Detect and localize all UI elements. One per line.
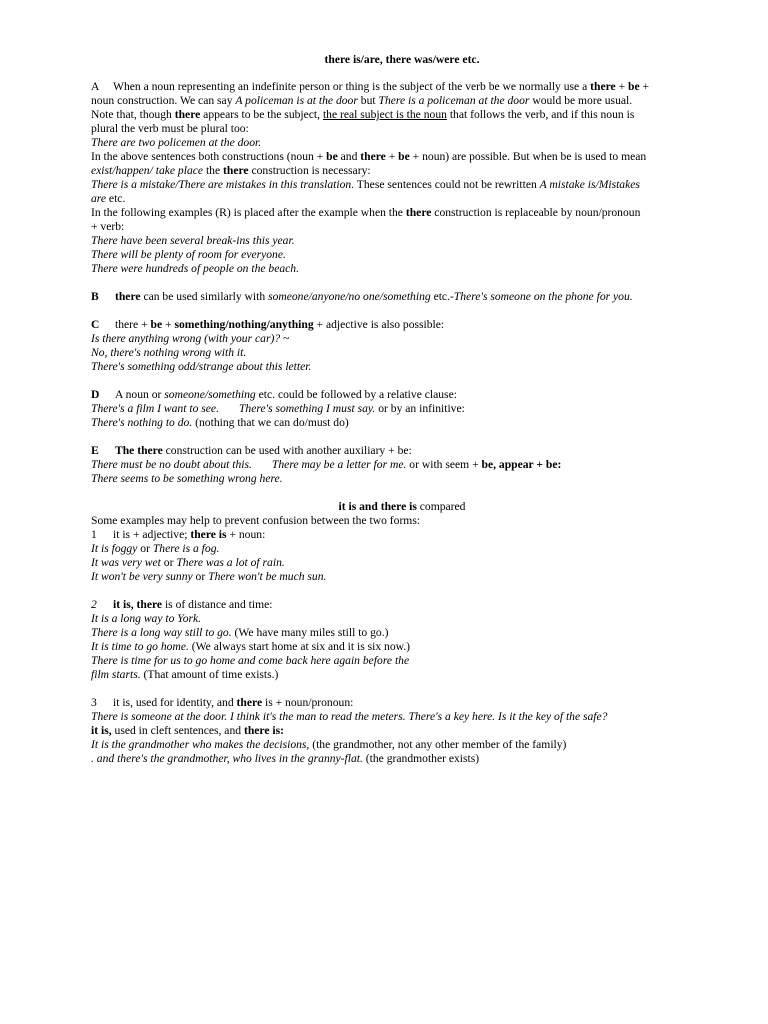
text: etc.-	[430, 290, 454, 303]
text-italic: There is a mistake/There are mistakes in this translation.	[91, 178, 355, 191]
text: is + noun/pronoun:	[262, 696, 354, 709]
section-b-line-1	[91, 290, 713, 304]
example-text: It is the grandmother who makes the decisions,	[91, 738, 310, 751]
compare-point-2	[91, 598, 713, 612]
document-page	[91, 53, 713, 766]
text: appears to be the subject,	[200, 108, 323, 121]
text: etc. could be followed by a relative clause:	[255, 388, 457, 401]
spacer	[91, 584, 713, 598]
section-letter: B	[91, 290, 99, 303]
example-text: Is there anything wrong (with your car)? ~	[91, 332, 290, 345]
example-text: There's a film I want to see.	[91, 402, 219, 415]
section-a-line-6	[91, 164, 713, 178]
text: These sentences could not be rewritten	[354, 178, 540, 191]
section-d-line-1	[91, 388, 713, 402]
text-bold: be	[398, 150, 410, 163]
text-bold: there is:	[243, 724, 284, 737]
point-number: 3	[91, 696, 97, 709]
text: it is + adjective;	[113, 528, 191, 541]
example-line	[91, 640, 713, 654]
text: (nothing that we can do/must do)	[192, 416, 349, 429]
text-bold: be	[628, 80, 640, 93]
text: In the above sentences both constructions (noun +	[91, 150, 327, 163]
example-text: There is someone at the door. I think it's the man to read the meters. There's a key here. Is it the key of the safe?	[91, 710, 608, 723]
text: or	[160, 556, 177, 569]
section-a-line-10: + verb:	[91, 220, 125, 233]
section-a-line-7	[91, 178, 713, 192]
text-bold: there	[223, 164, 249, 177]
text-italic: someone/something	[164, 388, 256, 401]
text: is of distance and time:	[162, 598, 273, 611]
text-bold: there	[360, 150, 386, 163]
point-number: 2	[91, 598, 97, 611]
text: that follows the verb, and if this noun is	[446, 108, 635, 121]
text-italic: A mistake is/Mistakes	[539, 178, 640, 191]
section-a-line-9	[91, 206, 713, 220]
text-bold: it is,	[91, 724, 112, 737]
example-text: It won't be very sunny	[91, 570, 193, 583]
section-letter: D	[91, 388, 100, 401]
text-italic: are	[91, 192, 107, 205]
text: or	[192, 570, 209, 583]
section-a	[91, 80, 713, 276]
text: + adjective is also possible:	[313, 318, 445, 331]
text: +	[615, 80, 629, 93]
example-line	[91, 542, 713, 556]
text: but	[357, 94, 379, 107]
example-text: film starts.	[91, 668, 141, 681]
text: etc.	[106, 192, 126, 205]
compare-point-3-line-2	[91, 724, 713, 738]
section-d-line-2	[91, 402, 713, 416]
section-a-line-1	[91, 80, 713, 94]
example-text: It is a long way to York.	[91, 612, 202, 625]
point-number: 1	[91, 528, 97, 541]
text-underline: the real subject is the noun	[322, 108, 447, 121]
text-bold: there	[590, 80, 616, 93]
example-text: There are two policemen at the door.	[91, 136, 262, 149]
text-italic: There is a policeman at the door	[378, 94, 530, 107]
text-bold: there is	[190, 528, 227, 541]
text: the	[203, 164, 224, 177]
text: + noun:	[226, 528, 266, 541]
text-bold: be, appear + be:	[481, 458, 562, 471]
text: or	[137, 542, 153, 555]
section-a-line-5	[91, 150, 713, 164]
example-text: There may be a letter for me.	[271, 458, 407, 471]
example-line	[91, 668, 713, 682]
example-text: There won't be much sun.	[208, 570, 327, 583]
text: Note that, though	[91, 108, 175, 121]
spacer	[91, 304, 713, 318]
example-text: There is time for us to go home and come back here again before the	[91, 654, 410, 667]
text: construction is replaceable by noun/pronoun	[431, 206, 641, 219]
text: +	[162, 318, 175, 331]
compare-point-1	[91, 528, 713, 542]
text: (the grandmother exists)	[362, 752, 480, 765]
text: or with seem +	[406, 458, 482, 471]
text: can be used similarly with	[140, 290, 269, 303]
compare-section	[91, 500, 713, 766]
example-text: There were hundreds of people on the beach.	[91, 262, 299, 275]
text: compared	[416, 500, 466, 513]
text-bold: there	[236, 696, 263, 709]
section-e-line-2	[91, 458, 713, 472]
example-text: There will be plenty of room for everyone.	[91, 248, 286, 261]
spacer	[91, 276, 713, 290]
text-bold: it is, there	[113, 598, 163, 611]
section-c-line-1	[91, 318, 713, 332]
example-text: No, there's nothing wrong with it.	[91, 346, 247, 359]
text-bold: be	[326, 150, 338, 163]
text: and	[337, 150, 361, 163]
compare-heading	[91, 500, 713, 514]
example-text: There have been several break-ins this year.	[91, 234, 295, 247]
text-bold: something/nothing/anything	[174, 318, 314, 331]
section-a-line-3	[91, 108, 713, 122]
text-italic: There's someone on the phone for you.	[453, 290, 633, 303]
text: (the grandmother, not any other member of the family)	[309, 738, 567, 751]
example-line	[91, 570, 713, 584]
example-line	[91, 556, 713, 570]
text-italic: someone/anyone/no one/something	[268, 290, 431, 303]
section-a-line-2	[91, 94, 713, 108]
text: (That amount of time exists.)	[140, 668, 279, 681]
spacer	[91, 682, 713, 696]
text-bold: there	[115, 290, 141, 303]
text: (We always start home at six and it is six now.)	[188, 640, 411, 653]
text: +	[138, 318, 151, 331]
text: (We have many miles still to go.)	[231, 626, 389, 639]
example-text: There's something odd/strange about this letter.	[91, 360, 312, 373]
example-text: There is a fog.	[152, 542, 220, 555]
text: construction can be used with another auxiliary + be:	[162, 444, 412, 457]
example-text: It was very wet	[91, 556, 161, 569]
text: construction is necessary:	[248, 164, 371, 177]
page-title: there is/are, there was/were etc.	[324, 53, 480, 66]
text: used in cleft sentences, and	[111, 724, 244, 737]
section-letter: E	[91, 444, 99, 457]
example-line	[91, 738, 713, 752]
text: +	[385, 150, 399, 163]
text-bold: there	[174, 108, 201, 121]
example-text: There was a lot of rain.	[176, 556, 285, 569]
example-text: It is foggy	[91, 542, 138, 555]
spacer	[91, 430, 713, 444]
text-bold: be	[150, 318, 163, 331]
section-e	[91, 444, 713, 486]
example-line	[91, 752, 713, 766]
compare-point-3	[91, 696, 713, 710]
section-c	[91, 318, 713, 374]
text-italic: exist/happen/ take place	[91, 164, 204, 177]
text-bold: it is and there is	[338, 500, 417, 513]
compare-intro: Some examples may help to prevent confusion between the two forms:	[91, 514, 421, 527]
example-text: There's something I must say.	[238, 402, 376, 415]
text: or by an infinitive:	[375, 402, 465, 415]
text: When a noun representing an indefinite person or thing is the subject of the verb be we normally use a	[113, 80, 591, 93]
spacer	[91, 374, 713, 388]
text: +	[639, 80, 650, 93]
text-italic: A policeman is at the door	[235, 94, 358, 107]
text: there	[115, 318, 139, 331]
section-a-line-8	[91, 192, 713, 206]
section-e-line-1	[91, 444, 713, 458]
text-bold: there	[405, 206, 432, 219]
section-letter: A	[91, 80, 100, 93]
example-text: There must be no doubt about this.	[91, 458, 252, 471]
section-b	[91, 290, 713, 304]
section-letter: C	[91, 318, 100, 331]
text: it is, used for identity, and	[113, 696, 237, 709]
text: noun construction. We can say	[91, 94, 236, 107]
text: would be more usual.	[529, 94, 633, 107]
example-text: There is a long way still to go.	[91, 626, 232, 639]
section-a-line-4: plural the verb must be plural too:	[91, 122, 249, 135]
text: A noun or	[115, 388, 165, 401]
text-bold: The there	[115, 444, 163, 457]
example-text: It is time to go home.	[91, 640, 189, 653]
text: In the following examples (R) is placed after the example when the	[91, 206, 406, 219]
section-d-line-3	[91, 416, 713, 430]
example-text: . and there's the grandmother, who lives in the granny-flat.	[91, 752, 363, 765]
spacer	[91, 486, 713, 500]
example-line	[91, 626, 713, 640]
example-text: There seems to be something wrong here.	[91, 472, 283, 485]
section-d	[91, 388, 713, 430]
example-text: There's nothing to do.	[91, 416, 193, 429]
text: + noun) are possible. But when be is used to mean	[409, 150, 647, 163]
